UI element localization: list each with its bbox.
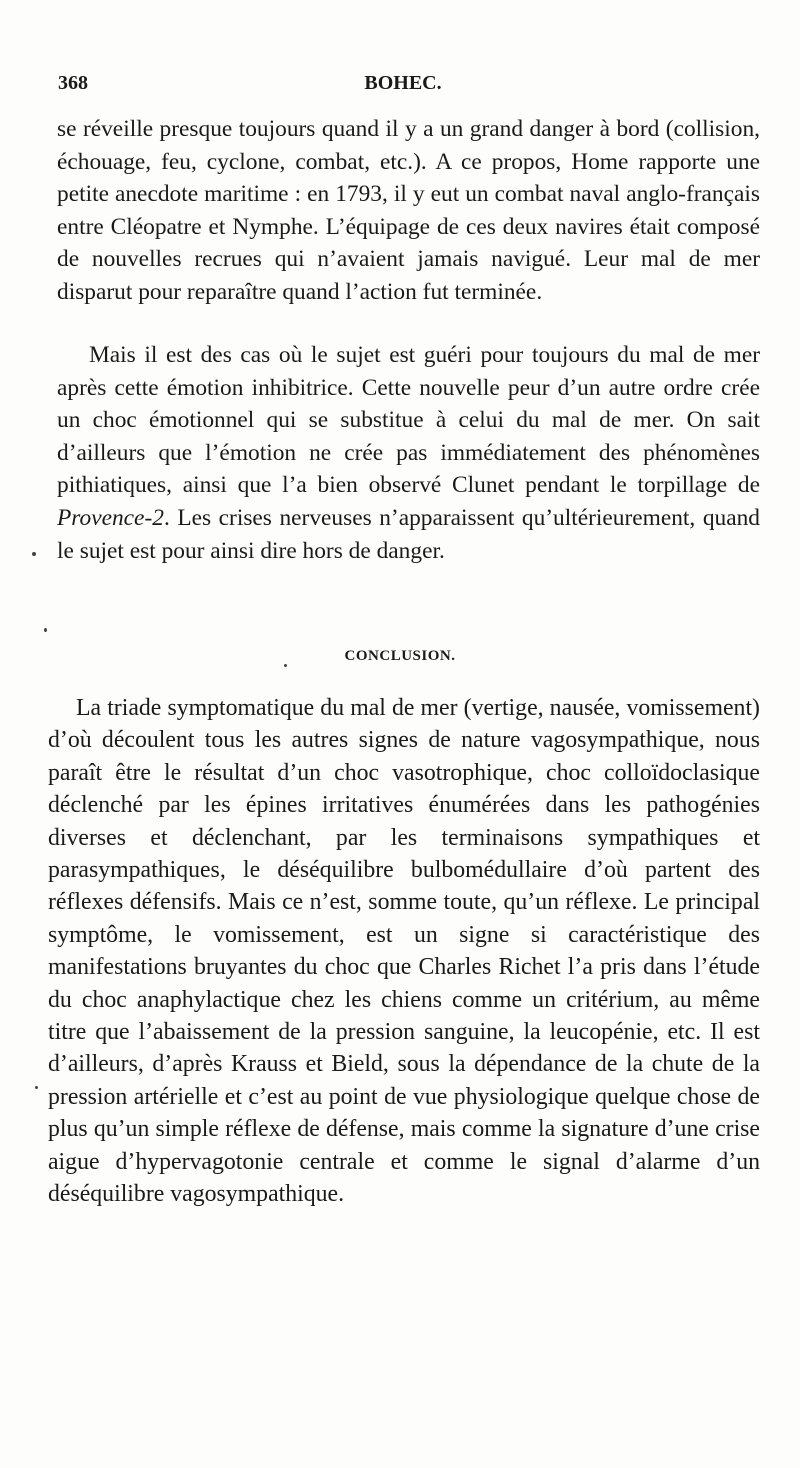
paragraph-text-end: . Les crises nerveuses n’apparaissent qu’ultérieurement, quand le sujet est pour ainsi dire hors de danger. (57, 504, 760, 564)
paragraph-continuation (57, 113, 760, 309)
ink-speck (32, 552, 36, 556)
paragraph-conclusion (48, 692, 760, 1211)
paragraph-text: La triade symptomatique du mal de mer (vertige, nausée, vomissement) d’où découlent tous les autres signes de nature vagosympathique, nous paraît être le résultat d’un choc vasotrophique, choc colloïdoclasique déclenché par les épines irritatives énumérées dans les pathogénies diverses et déclenchant, par les terminaisons sympathiques et parasympathiques, le déséquilibre bulbomédullaire d’où partent des réflexes défensifs. Mais ce n’est, somme toute, qu’un réflexe. Le principal symptôme, le vomissement, est un signe si caractéristique des manifestations bruyantes du choc que Charles Richet l’a pris dans l’étude du choc anaphylactique chez les chiens comme un critérium, au même titre que l’abaissement de la pression sanguine, la leucopénie, etc. Il est d’ailleurs, d’après Krauss et Bield, sous la dépendance de la chute de la pression artérielle et c’est au point de vue physiologique quelque chose de plus qu’un simple réflexe de défense, mais comme la signature d’une crise aigue d’hypervagotonie centrale et comme le signal d’alarme d’un déséquilibre vagosympathique. (48, 695, 760, 1208)
page-header (58, 72, 748, 102)
ink-speck (284, 664, 287, 667)
paragraph-text: se réveille presque toujours quand il y a un grand danger à bord (collision, échouage, feu, cyclone, combat, etc.). A ce propos, Home rapporte une petite anecdote maritime : en 1793, il y eut un combat naval anglo-français entre Cléopatre et Nymphe. L’équipage de ces deux navires était composé de nouvelles recrues qui n’avaient jamais navigué. Leur mal de mer disparut pour reparaître quand l’action fut terminée. (57, 116, 760, 305)
page-number: 368 (58, 72, 88, 94)
paragraph-text-start: Mais il est des cas où le sujet est guéri pour toujours du mal de mer après cette émotion inhibitrice. Cette nouvelle peur d’un autre ordre crée un choc émotionnel qui se substitue à celui du mal de mer. On sait d’ailleurs que l’émotion ne crée pas immédiatement des phénomènes pithiatiques, ainsi que l’a bien observé Clunet pendant le torpillage de (57, 342, 760, 499)
ink-speck (35, 1086, 38, 1089)
running-head: BOHEC. (364, 72, 442, 94)
ink-speck (44, 628, 47, 632)
ship-name: Provence-2 (57, 504, 164, 531)
paragraph-text (57, 339, 760, 567)
section-title: CONCLUSION. (344, 648, 456, 664)
paragraph-emotion (57, 339, 760, 567)
